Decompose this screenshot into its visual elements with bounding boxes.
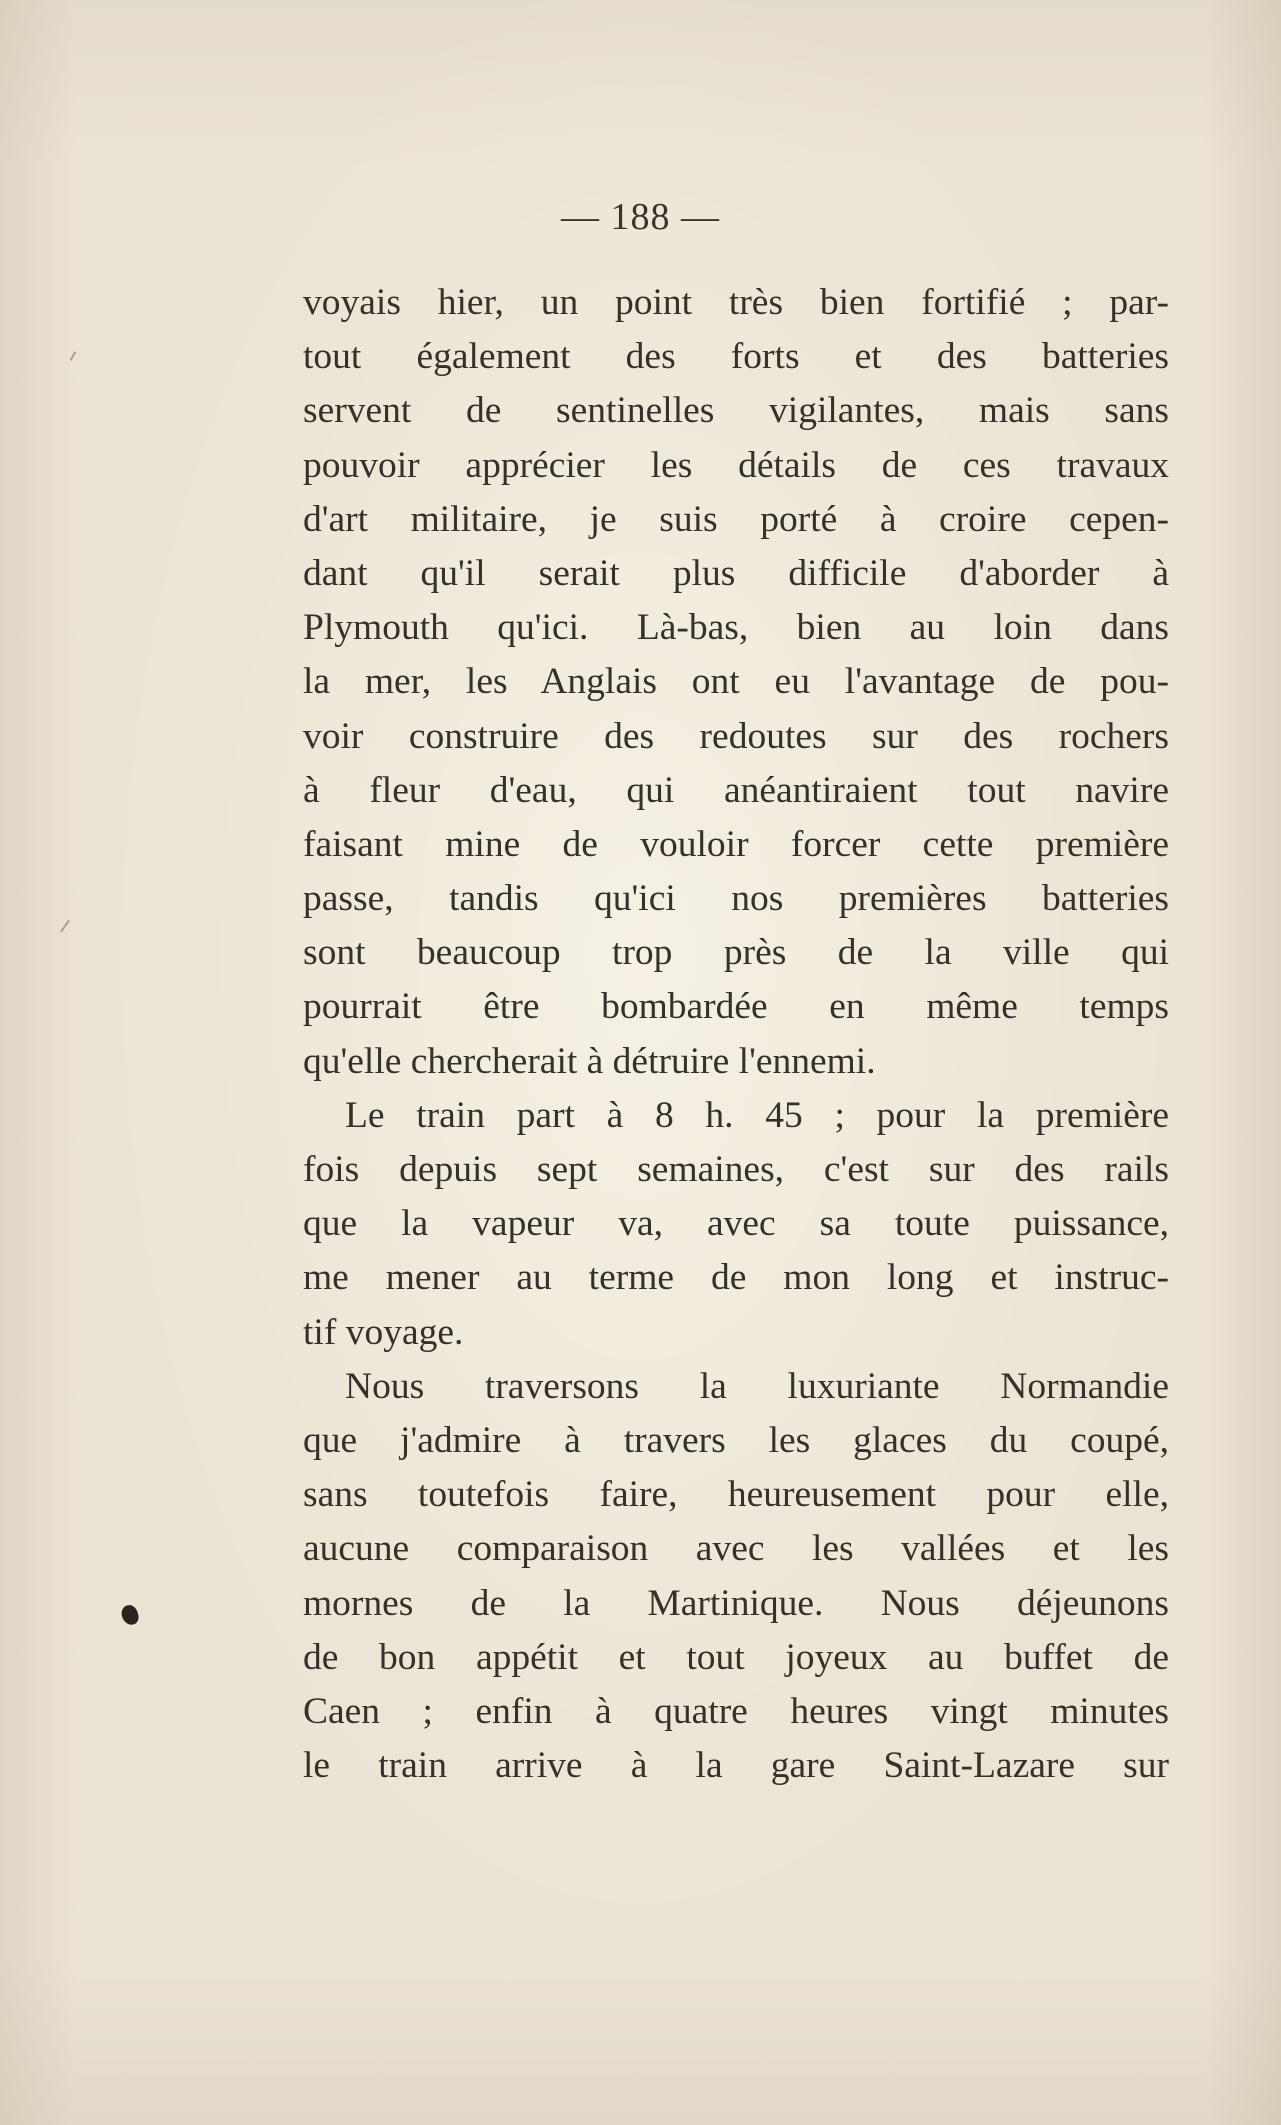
text-line: tif voyage. — [303, 1311, 464, 1353]
text-line: la mer, les Anglais ont eu l'avantage de pou- — [303, 661, 1169, 703]
text-line: Nous traversons la luxuriante Normandie — [345, 1365, 1169, 1407]
text-line: aucune comparaison avec les vallées et les — [303, 1528, 1169, 1570]
text-line: mornes de la Martinique. Nous déjeunons — [303, 1582, 1169, 1624]
text-line: de bon appétit et tout joyeux au buffet de — [303, 1636, 1169, 1678]
text-line: Caen ; enfin à quatre heures vingt minutes — [303, 1690, 1169, 1732]
text-line: dant qu'il serait plus difficile d'aborder à — [303, 552, 1169, 594]
text-line: que la vapeur va, avec sa toute puissance, — [303, 1203, 1169, 1245]
text-line: que j'admire à travers les glaces du coupé, — [303, 1419, 1169, 1461]
text-line: le train arrive à la gare Saint-Lazare sur — [303, 1745, 1169, 1787]
text-line: servent de sentinelles vigilantes, mais sans — [303, 390, 1169, 432]
text-line: voyais hier, un point très bien fortifié ; par- — [303, 282, 1169, 323]
text-line: pourrait être bombardée en même temps — [303, 986, 1169, 1028]
text-line: fois depuis sept semaines, c'est sur des rails — [303, 1149, 1169, 1190]
text-line: sont beaucoup trop près de la ville qui — [303, 932, 1169, 974]
text-line: tout également des forts et des batteries — [303, 336, 1169, 378]
text-line: pouvoir apprécier les détails de ces travaux — [303, 444, 1169, 486]
text-line: faisant mine de vouloir forcer cette première — [303, 823, 1169, 865]
text-line: passe, tandis qu'ici nos premières batteries — [303, 878, 1169, 920]
text-line: d'art militaire, je suis porté à croire cepen- — [303, 498, 1169, 540]
text-line: voir construire des redoutes sur des rochers — [303, 715, 1169, 757]
text-line: à fleur d'eau, qui anéantiraient tout navire — [303, 769, 1169, 811]
page-number: — 188 — — [561, 196, 720, 238]
text-line: me mener au terme de mon long et instruc- — [303, 1257, 1169, 1299]
paper-scratch — [60, 920, 70, 933]
text-line: Plymouth qu'ici. Là-bas, bien au loin dans — [303, 607, 1169, 649]
body-text — [303, 276, 1169, 1793]
text-line: qu'elle chercherait à détruire l'ennemi. — [303, 1040, 876, 1082]
text-line: sans toutefois faire, heureusement pour elle, — [303, 1474, 1169, 1516]
ink-smudge — [119, 1603, 140, 1627]
paper-scratch — [70, 351, 77, 361]
text-line: Le train part à 8 h. 45 ; pour la première — [345, 1094, 1169, 1136]
